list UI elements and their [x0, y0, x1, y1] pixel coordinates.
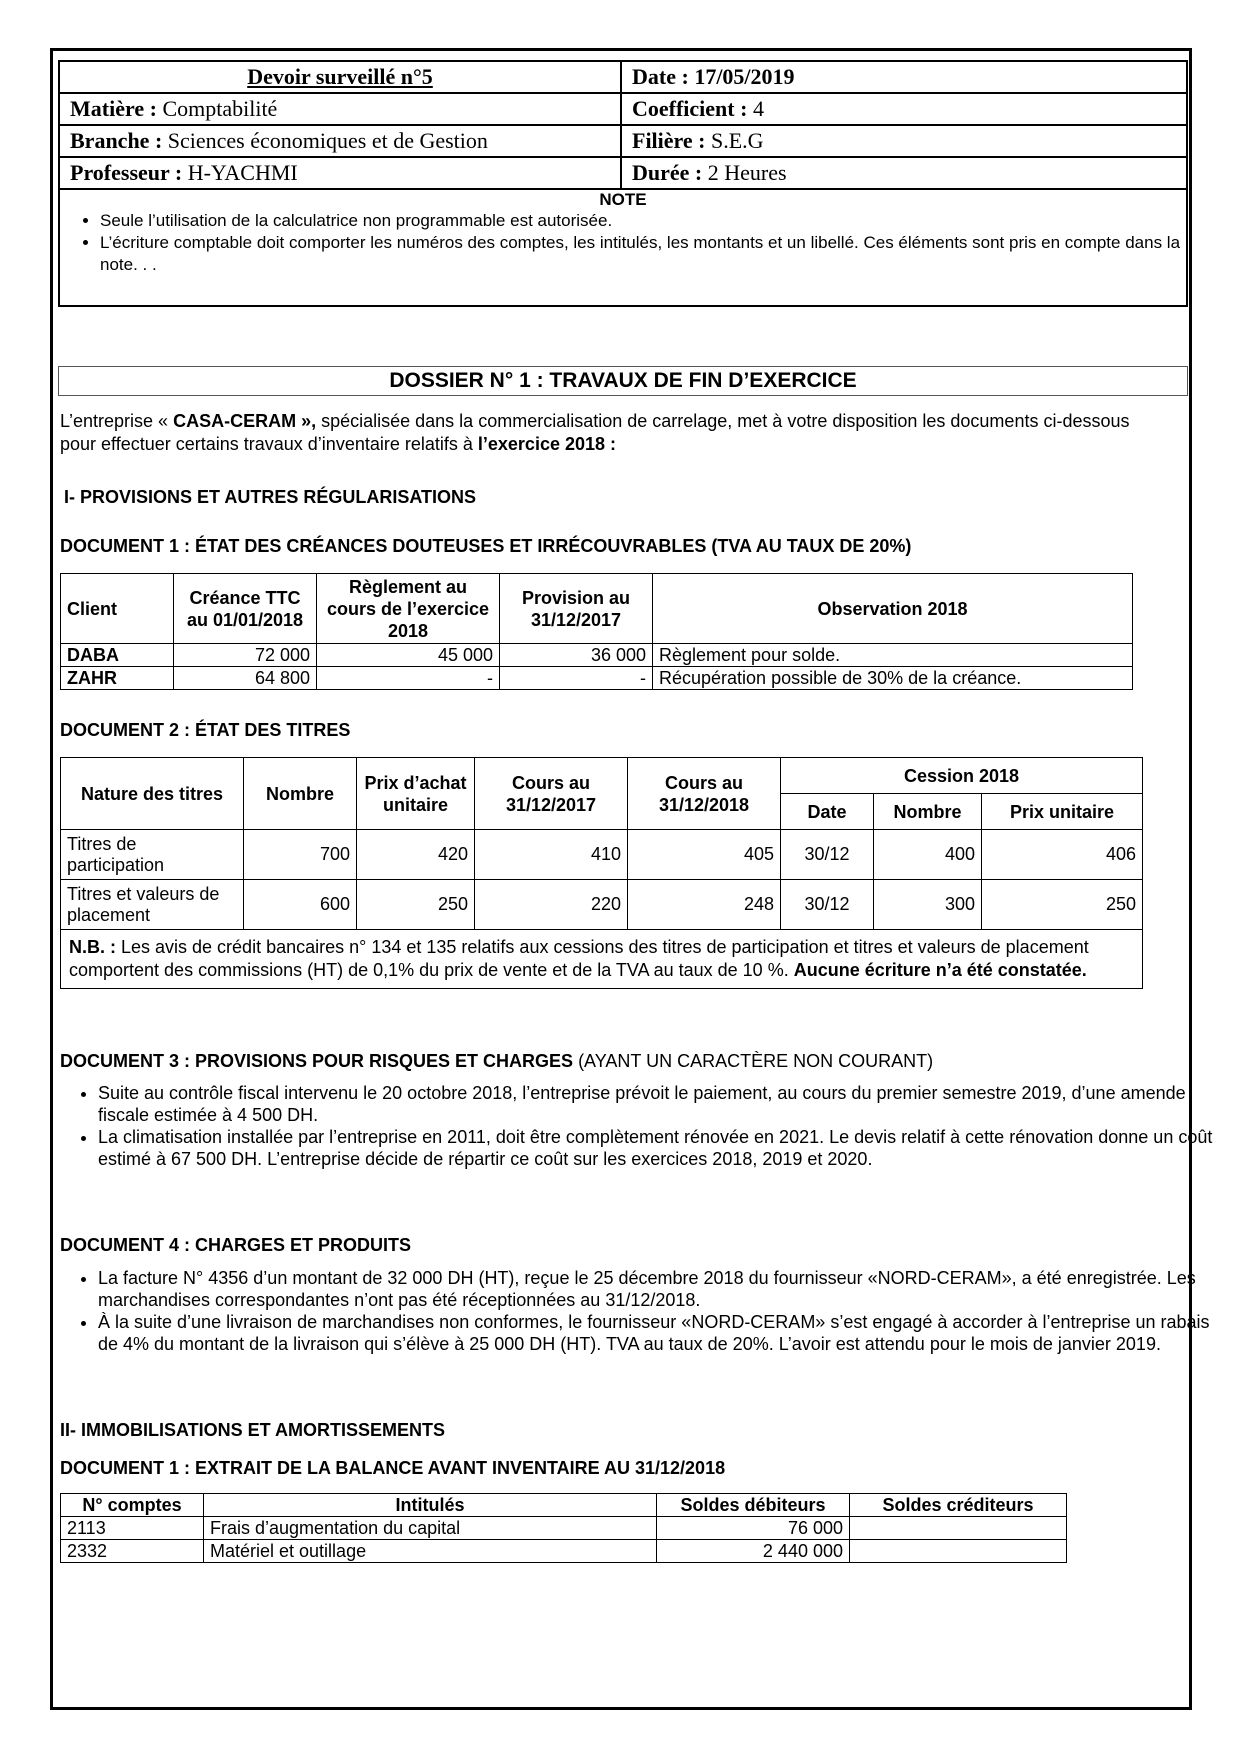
balance-table	[60, 1493, 1067, 1563]
doc1-table	[60, 573, 1133, 690]
dossier-title: DOSSIER N° 1 : TRAVAUX DE FIN D’EXERCICE	[58, 366, 1188, 396]
table-header: Créance TTC au 01/01/2018	[174, 574, 317, 644]
table-row: 2332 Matériel et outillage 2 440 000	[61, 1540, 1067, 1563]
list-item: • À la suite d’une livraison de marchandises non conformes, le fournisseur «NORD-CERAM» s’est engagé à accorder à l’entreprise un rabais de 4% du montant de la livraison qui s’élève à 25 000 DH (HT). TVA au taux de 20%. L’avoir est attendu pour le mois de janvier 2019.	[98, 1311, 1228, 1355]
table-header: Observation 2018	[653, 574, 1133, 644]
exam-duration: Durée : 2 Heures	[621, 157, 1187, 189]
exam-title: Devoir surveillé n°5	[59, 61, 621, 93]
exam-coefficient: Coefficient : 4	[621, 93, 1187, 125]
doc1-title: DOCUMENT 1 : ÉTAT DES CRÉANCES DOUTEUSES ET IRRÉCOUVRABLES (TVA AU TAUX DE 20%)	[60, 536, 912, 556]
table-header: Cours au 31/12/2017	[475, 758, 628, 830]
table-header: Intitulés	[204, 1494, 657, 1517]
table-row: ZAHR 64 800 - - Récupération possible de 30% de la créance.	[61, 667, 1133, 690]
note-list	[60, 210, 1186, 276]
exam-date: Date : 17/05/2019	[621, 61, 1187, 93]
table-header: Prix unitaire	[982, 794, 1143, 830]
table-header: Provision au 31/12/2017	[500, 574, 653, 644]
exam-header-table	[58, 60, 1188, 190]
note-box	[58, 189, 1188, 307]
nb-row	[61, 930, 1143, 989]
doc4-list	[58, 1267, 1228, 1355]
table-row: Titres et valeurs de placement 600 250 220 248 30/12 300 250	[61, 880, 1143, 930]
doc2-title: DOCUMENT 2 : ÉTAT DES TITRES	[60, 720, 351, 740]
list-item: • Suite au contrôle fiscal intervenu le 20 octobre 2018, l’entreprise prévoit le paiement, au cours du premier semestre 2019, d’une amende fiscale estimée à 4 500 DH.	[98, 1082, 1228, 1126]
note-title: NOTE	[599, 190, 647, 209]
exam-filiere: Filière : S.E.G	[621, 125, 1187, 157]
table-row: 2113 Frais d’augmentation du capital 76 000	[61, 1517, 1067, 1540]
table-header: Prix d’achat unitaire	[357, 758, 475, 830]
nb-note: N.B. : Les avis de crédit bancaires n° 134 et 135 relatifs aux cessions des titres de participation et titres et valeurs de placement comportent des commissions (HT) de 0,1% du prix de vente et de la TVA au taux de 10 %. Aucune écriture n’a été constatée.	[61, 930, 1143, 989]
doc4-title: DOCUMENT 4 : CHARGES ET PRODUITS	[60, 1235, 412, 1255]
table-header: Nombre	[874, 794, 982, 830]
exam-subject: Matière : Comptabilité	[59, 93, 621, 125]
table-row: Titres de participation 700 420 410 405 30/12 400 406	[61, 830, 1143, 880]
table-row: DABA 72 000 45 000 36 000 Règlement pour solde.	[61, 644, 1133, 667]
table-header: Cours au 31/12/2018	[628, 758, 781, 830]
table-header: Nature des titres	[61, 758, 244, 830]
table-header: Nombre	[244, 758, 357, 830]
list-item: • La facture N° 4356 d’un montant de 32 000 DH (HT), reçue le 25 décembre 2018 du fournisseur «NORD-CERAM», a été enregistrée. Les marchandises correspondantes n’ont pas été réceptionnées au 31/12/2018.	[98, 1267, 1228, 1311]
doc3-title: DOCUMENT 3 : PROVISIONS POUR RISQUES ET CHARGES (AYANT UN CARACTÈRE NON COURANT)	[60, 1051, 934, 1071]
table-header: Soldes débiteurs	[657, 1494, 850, 1517]
section-1-title: I- PROVISIONS ET AUTRES RÉGULARISATIONS	[64, 487, 477, 507]
section-2-title: II- IMMOBILISATIONS ET AMORTISSEMENTS	[60, 1420, 445, 1440]
list-item: • La climatisation installée par l’entreprise en 2011, doit être complètement rénovée en 2021. Le devis relatif à cette rénovation donne un coût estimé à 67 500 DH. L’entreprise décide de répartir ce coût sur les exercices 2018, 2019 et 2020.	[98, 1126, 1228, 1170]
table-header: Soldes créditeurs	[850, 1494, 1067, 1517]
exam-branch: Branche : Sciences économiques et de Gestion	[59, 125, 621, 157]
doc5-title: DOCUMENT 1 : EXTRAIT DE LA BALANCE AVANT INVENTAIRE AU 31/12/2018	[60, 1458, 726, 1478]
intro-paragraph: L’entreprise « CASA-CERAM », spécialisée dans la commercialisation de carrelage, met à votre disposition les documents ci-dessous pour effectuer certains travaux d’inventaire relatifs à l’exercice 2018 :	[60, 411, 1130, 454]
table-header: Date	[781, 794, 874, 830]
note-item: • L’écriture comptable doit comporter les numéros des comptes, les intitulés, les montants et un libellé. Ces éléments sont pris en compte dans la note. . .	[100, 232, 1186, 276]
table-header: N° comptes	[61, 1494, 204, 1517]
doc2-table	[60, 757, 1143, 989]
table-header: Cession 2018	[781, 758, 1143, 794]
table-header: Client	[61, 574, 174, 644]
exam-professor: Professeur : H-YACHMI	[59, 157, 621, 189]
doc3-list	[58, 1082, 1228, 1170]
table-header: Règlement au cours de l’exercice 2018	[317, 574, 500, 644]
note-item: • Seule l’utilisation de la calculatrice non programmable est autorisée.	[100, 210, 1186, 232]
